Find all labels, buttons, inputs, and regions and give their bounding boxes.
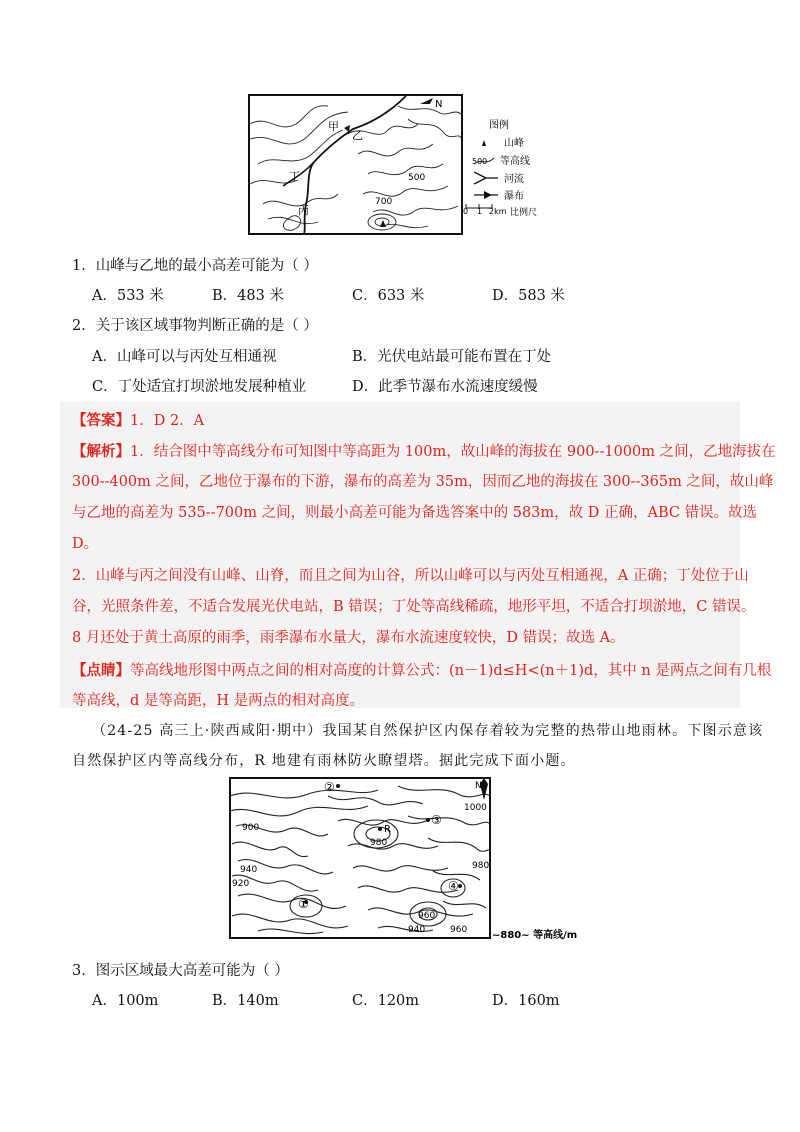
map2-north-label: N	[475, 781, 482, 791]
legend-title: 图例	[489, 120, 509, 131]
point-3-label: ③	[431, 813, 442, 827]
scale-one: 1	[477, 207, 483, 216]
scale-zero: 0	[463, 207, 469, 216]
label-bing: 丙	[298, 204, 309, 217]
question-2-stem: 2．关于该区域事物判断正确的是（ ）	[72, 318, 318, 334]
point-1-label: ①	[298, 897, 309, 911]
contour-map-2	[228, 776, 578, 946]
scale-two: 2km	[489, 207, 507, 216]
intro-line-1: （24-25 高三上·陕西咸阳·期中）我国某自然保护区内保存着较为完整的热带山地雨林。下图示意该	[92, 723, 764, 739]
analysis-line-5: 2．山峰与丙之间没有山峰、山脊，而且之间为山谷，所以山峰可以与丙处互相通视，A 正确；丁处位于山	[72, 568, 749, 584]
contour-label-500: 500	[408, 173, 426, 183]
contour-1000: 1000	[464, 803, 487, 813]
tip-tag: 【点睛】	[72, 662, 130, 679]
analysis-line-7: 8 月还处于黄土高原的雨季，雨季瀑布水量大，瀑布水流速度较快，D 错误；故选 A。	[72, 630, 625, 646]
analysis-line-6: 谷，光照条件差，不适合发展光伏电站，B 错误；丁处等高线稀疏，地形平坦，不适合打坝淤地，C 错误。	[72, 599, 756, 615]
scale-label: 比例尺	[510, 208, 538, 218]
legend-contour-value: 500	[472, 157, 488, 166]
legend-contour: 等高线	[500, 156, 530, 167]
q2-option-a[interactable]: A．山峰可以与丙处互相通视	[92, 349, 277, 365]
tip-line-2: 等高线，d 是等高距，H 是两点的相对高度。	[72, 693, 365, 709]
answer-line	[72, 405, 204, 438]
q3-option-a[interactable]: A．100m	[92, 993, 159, 1009]
analysis-line-4: D。	[72, 536, 99, 552]
tip-line-1: 【点睛】等高线地形图中两点之间的相对高度的计算公式：(n－1)d≤H<(n＋1)d，其中 n 是两点之间有几根	[72, 662, 772, 679]
point-2-label: ②	[324, 780, 335, 794]
contour-980-a: 980	[370, 838, 388, 848]
north-label: N	[435, 99, 443, 110]
contour-900: 900	[242, 823, 260, 833]
point-4-label: ④	[448, 879, 459, 893]
legend-waterfall: 瀑布	[504, 191, 524, 202]
legend-river: 河流	[504, 174, 524, 185]
contour-980-b: 980	[472, 861, 490, 871]
legend-peak-icon	[482, 140, 486, 146]
map-2-frame	[230, 778, 490, 938]
analysis-line-3: 与乙地的高差为 535--700m 之间，则最小高差可能为备选答案中的 583m，故 D 正确，ABC 错误。故选	[72, 505, 758, 521]
label-ding: 丁	[289, 170, 300, 183]
q3-option-d[interactable]: D．160m	[492, 993, 560, 1009]
contour-960: 960	[418, 911, 436, 921]
q3-option-b[interactable]: B．140m	[212, 993, 279, 1009]
analysis-line-2: 300--400m 之间，乙地位于瀑布的下游，瀑布的高差为 35m，因而乙地的海拔在 300--365m 之间，故山峰	[72, 474, 774, 490]
label-yi: 乙	[352, 129, 363, 142]
contour-map-1	[248, 94, 548, 236]
legend-peak: 山峰	[504, 138, 524, 149]
answer-tag: 【答案】	[72, 412, 130, 429]
analysis-line-1: 【解析】1．结合图中等高线分布可知图中等高距为 100m，故山峰的海拔在 900--1000m 之间，乙地海拔在	[72, 443, 776, 460]
q1-option-a[interactable]: A．533 米	[92, 288, 164, 304]
contour-label-700: 700	[375, 197, 393, 207]
point-R-label: R	[384, 824, 391, 835]
q3-option-c[interactable]: C．120m	[352, 993, 420, 1009]
contour-920: 920	[232, 879, 250, 889]
q2-option-d[interactable]: D．此季节瀑布水流速度缓慢	[352, 379, 538, 395]
question-3-stem: 3．图示区域最大高差可能为（ ）	[72, 963, 289, 979]
q2-option-c[interactable]: C．丁处适宜打坝淤地发展种植业	[92, 379, 307, 395]
intro-line-2: 自然保护区内等高线分布，R 地建有雨林防火瞭望塔。据此完成下面小题。	[72, 753, 576, 769]
contour-940-b: 940	[408, 925, 426, 935]
q1-option-b[interactable]: B．483 米	[212, 288, 284, 304]
answer-text: 1．D 2．A	[130, 413, 205, 429]
q1-option-d[interactable]: D．583 米	[492, 288, 565, 304]
label-jia: 甲	[328, 120, 339, 133]
analysis-tag: 【解析】	[72, 443, 130, 460]
q1-option-c[interactable]: C．633 米	[352, 288, 425, 304]
legend-river-icon	[474, 172, 498, 184]
contour-940-a: 940	[240, 865, 258, 875]
q2-option-b[interactable]: B．光伏电站最可能布置在丁处	[352, 349, 552, 365]
map-1-frame	[249, 95, 462, 234]
question-1-stem: 1．山峰与乙地的最小高差可能为（ ）	[72, 258, 318, 274]
contour-960-v: 960	[450, 925, 468, 935]
map2-legend: ~880~ 等高线/m	[492, 930, 578, 941]
